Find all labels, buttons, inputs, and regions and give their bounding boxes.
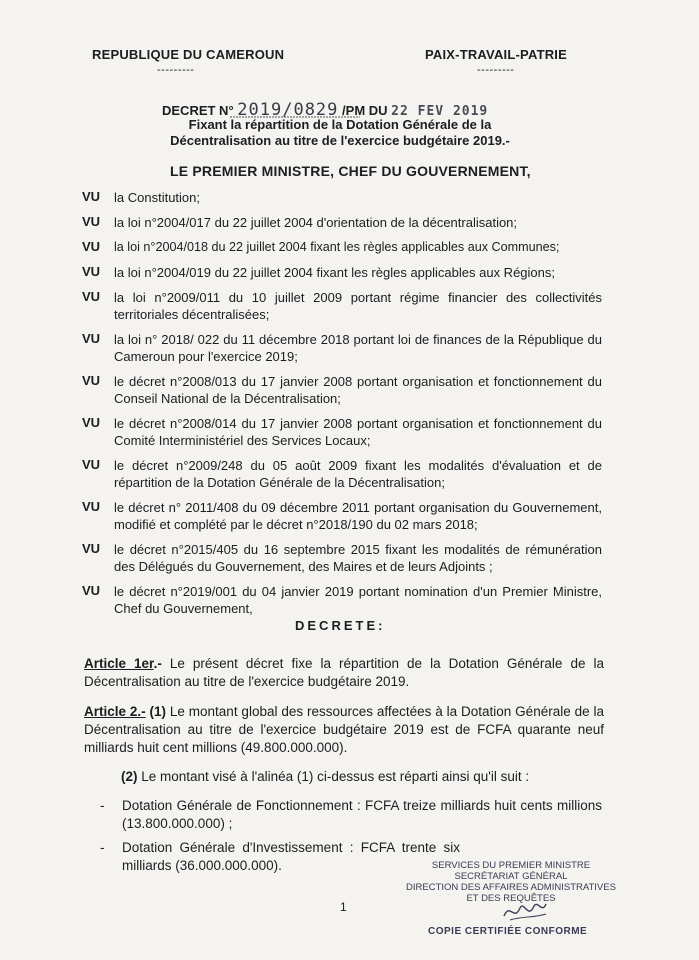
visa-list — [82, 189, 602, 625]
stamp-line-1: SERVICES DU PREMIER MINISTRE — [431, 860, 591, 871]
visa-text: la loi n°2004/019 du 22 juillet 2004 fixant les règles applicables aux Régions; — [114, 265, 555, 280]
article-2-label: Article 2.- — [84, 704, 146, 719]
visa-text: la loi n°2009/011 du 10 juillet 2009 portant régime financier des collectivités territoriales décentralisées; — [114, 290, 602, 322]
visa-text: la loi n° 2018/ 022 du 11 décembre 2018 portant loi de finances de la République du Cameroun pour l'exercice 2019; — [114, 332, 602, 364]
handwritten-initials — [500, 896, 550, 926]
visa-text: le décret n°2008/014 du 17 janvier 2008 portant organisation et fonctionnement du Comité Interministériel des Services Locaux; — [114, 416, 602, 448]
visa-text: le décret n°2008/013 du 17 janvier 2008 portant organisation et fonctionnement du Conseil National de la Décentralisation; — [114, 374, 602, 406]
pm-title: LE PREMIER MINISTRE, CHEF DU GOUVERNEMENT, — [170, 163, 531, 179]
allocation-bullet: - — [100, 798, 105, 813]
article-1-sep: .- — [153, 656, 162, 671]
visa-label: VU — [82, 583, 101, 598]
decree-subtitle-line-1: Fixant la répartition de la Dotation Générale de la — [188, 117, 492, 132]
visa-label: VU — [82, 264, 101, 279]
visa-label: VU — [82, 239, 101, 254]
visa-label: VU — [82, 541, 101, 556]
visa-label: VU — [82, 289, 101, 304]
visa-text: la Constitution; — [114, 190, 200, 205]
visa-text: le décret n°2015/405 du 16 septembre 2015 fixant les modalités de rémunération des Délégués du Gouvernement, des Maires et de leurs Adjoints ; — [114, 542, 602, 574]
visa-label: VU — [82, 415, 101, 430]
article-2-para-1 — [84, 703, 604, 757]
visa-item — [82, 214, 602, 231]
decree-date: 22 FEV 2019 — [391, 104, 489, 119]
visa-item — [82, 583, 602, 617]
decree-number: 2019/0829 — [237, 100, 339, 120]
visa-item — [82, 457, 602, 491]
visa-item — [82, 331, 602, 365]
article-1-label: Article 1er — [84, 656, 154, 671]
decree-subtitle — [150, 117, 530, 149]
visa-item — [82, 239, 602, 256]
visa-label: VU — [82, 331, 101, 346]
certified-copy-label: COPIE CERTIFIÉE CONFORME — [428, 926, 588, 937]
visa-label: VU — [82, 499, 101, 514]
visa-item — [82, 264, 602, 281]
country-name: REPUBLIQUE DU CAMEROUN — [92, 47, 285, 62]
article-2-para-1-text: Le montant global des ressources affectées à la Dotation Générale de la Décentralisation au titre de l'exercice budgétaire 2019 est de FCFA quarante neuf milliards huit cent millions (49.800.000.000). — [84, 704, 604, 755]
decree-middle: /PM DU — [342, 103, 388, 118]
visa-text: le décret n° 2011/408 du 09 décembre 2011 portant organisation du Gouvernement, modifié et complété par le décret n°2018/190 du 02 mars 2018; — [114, 500, 602, 532]
stamp-line-3: DIRECTION DES AFFAIRES ADMINISTRATIVES — [406, 882, 616, 893]
stamp-line-2: SECRÉTARIAT GÉNÉRAL — [454, 871, 568, 882]
article-2-para-2-num: (2) — [121, 769, 138, 784]
article-2-para-2-text: Le montant visé à l'alinéa (1) ci-dessus est réparti ainsi qu'il suit : — [137, 769, 530, 784]
decrete-heading: DECRETE: — [295, 618, 386, 633]
visa-item — [82, 373, 602, 407]
article-1 — [84, 655, 604, 691]
allocation-text: Dotation Générale de Fonctionnement : FCFA treize milliards huit cents millions (13.800.000.000) ; — [122, 798, 602, 831]
visa-label: VU — [82, 373, 101, 388]
allocation-item — [100, 797, 602, 833]
allocation-bullet: - — [100, 840, 105, 855]
visa-item — [82, 541, 602, 575]
article-2-para-2 — [121, 768, 601, 786]
country-divider: --------- — [157, 64, 195, 76]
allocation-text: Dotation Générale d'Investissement : FCFA trente six milliards (36.000.000.000). — [122, 840, 460, 873]
stamp-line-4: ET DES REQUÊTES — [466, 893, 556, 904]
page-number: 1 — [340, 900, 347, 914]
decree-subtitle-line-2: Décentralisation au titre de l'exercice budgétaire 2019.- — [170, 133, 510, 148]
visa-item — [82, 189, 602, 206]
visa-item — [82, 289, 602, 323]
visa-item — [82, 499, 602, 533]
visa-label: VU — [82, 457, 101, 472]
motto-divider: --------- — [477, 64, 515, 76]
visa-text: la loi n°2004/017 du 22 juillet 2004 d'orientation de la décentralisation; — [114, 215, 518, 230]
visa-label: VU — [82, 189, 101, 204]
national-motto: PAIX-TRAVAIL-PATRIE — [425, 47, 567, 62]
article-1-text: Le présent décret fixe la répartition de la Dotation Générale de la Décentralisation au titre de l'exercice budgétaire 2019. — [84, 656, 604, 689]
visa-text: le décret n°2019/001 du 04 janvier 2019 portant nomination d'un Premier Ministre, Chef du Gouvernement, — [114, 584, 602, 616]
article-2-para-1-num: (1) — [149, 704, 167, 719]
visa-item — [82, 415, 602, 449]
decree-prefix: DECRET N° — [162, 103, 234, 118]
visa-text: le décret n°2009/248 du 05 août 2009 fixant les modalités d'évaluation et de répartition de la Dotation Générale de la Décentralisation; — [114, 458, 602, 490]
visa-label: VU — [82, 214, 101, 229]
visa-text: la loi n°2004/018 du 22 juillet 2004 fixant les règles applicables aux Communes; — [114, 240, 560, 254]
